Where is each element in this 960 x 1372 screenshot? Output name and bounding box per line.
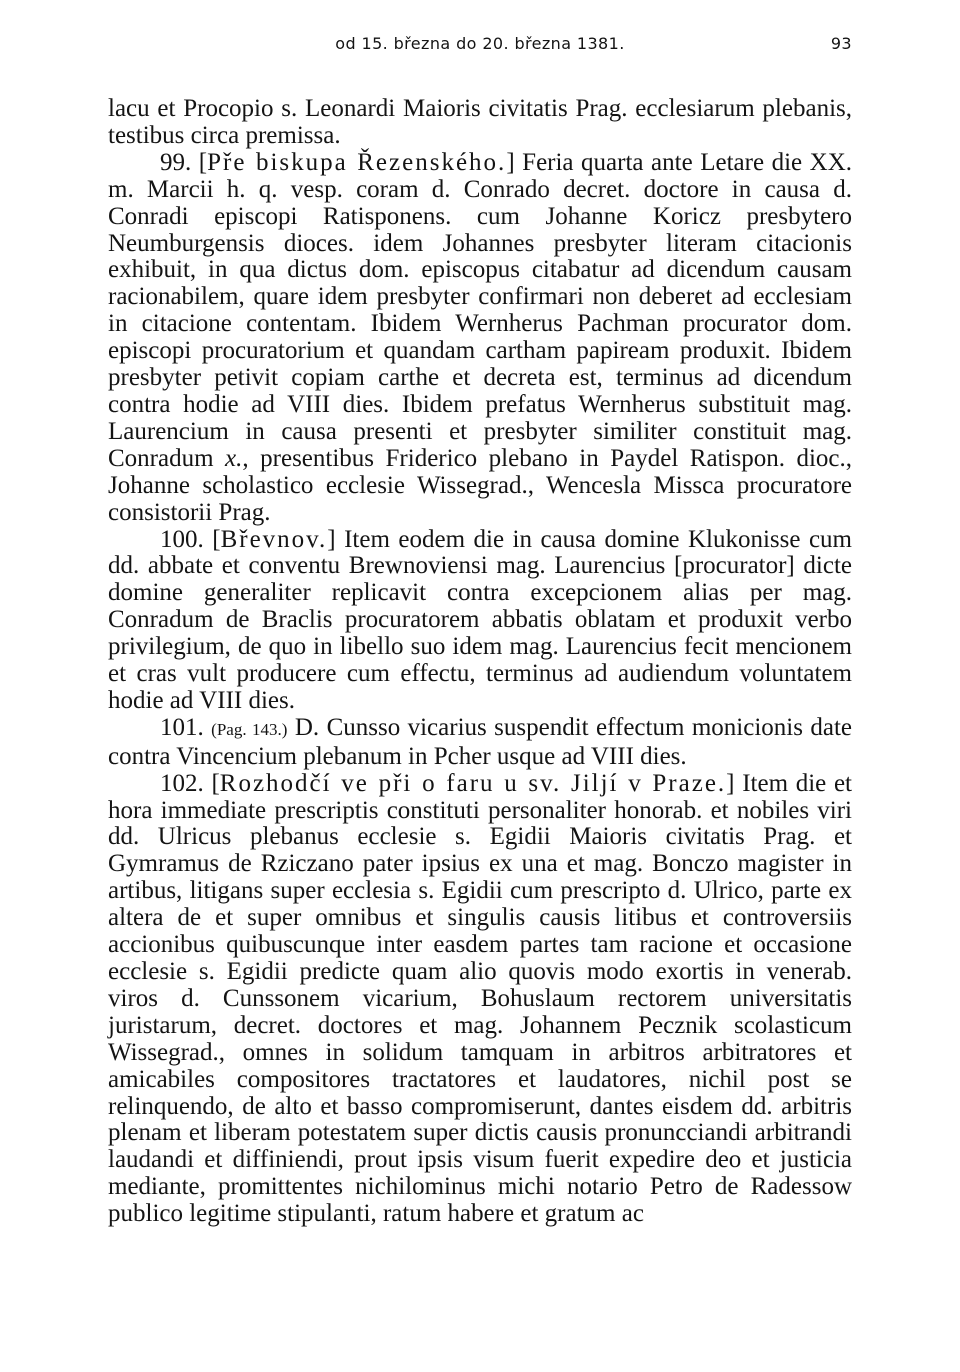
text-run: ] Item die et hora immediate prescriptis constituti personaliter honorab. et nobiles viri dd. Ulricus plebanus ecclesie s. Egidii Maioris civitatis Prag. et Gymramus de Rziczano pater ipsius ex una et mag. Bonczo magister in artibus, litigans super ecclesia s. Egidii cum prescripto d. Ulrico, parte ex altera de et super omnibus et singulis causis litibus et controversiis accionibus quibuscunque inter easdem partes tam racione et occasione ecclesie s. Egidii predicte quam alio quovis modo exortis in venerab. viros d. Cunssonem vicarium, Bohuslaum rectorem universitatis juristarum, decret. doctores et mag. Johannem Pecznik scolasticum Wissegrad., omnes in solidum tamquam in arbitros arbitratores et amicabiles compositores tractatores et laudatores, nichil post se relinquendo, de alto et basso compromiserunt, dantes eisdem dd. arbitris plenam et liberam potestatem super dictis causis pronuncciandi arbitrandi laudandi et diffiniendi, prout ipsis visum fuerit expedire deo et justicia mediante, promittentes nichilominus michi notario Petro de Radessow publico legitime stipulanti, ratum habere et gratum ac: [108, 769, 852, 1228]
paragraph-continuation: [108, 96, 852, 150]
text-run: D. Cunsso vicarius suspendit effectum monicionis date contra Vincencium plebanum in Pcher usque ad VIII dies.: [108, 713, 852, 770]
text-run: ] Feria quarta ante Letare die XX. m. Marcii h. q. vesp. coram d. Conrado decret. doctore in causa d. Conradi episcopi Ratisponens. cum Johanne Koricz presbytero Neumburgensis dioces. idem Johannes presbyter literam citacionis exhibuit, in qua dictus dom. episcopus citabatur ad dicendum causam racionabilem, quare idem presbyter confirmari non deberet ad ecclesiam in citacione contentam. Ibidem Wernherus Pachman procurator dom. episcopi procuratorium et quandam cartham papiream produxit. Ibidem presbyter petivit copiam carthe et decreta est, terminus ad dicendum contra hodie ad VIII dies. Ibidem prefatus Wernherus substituit mag. Laurencium in causa presenti et presbyter similiter constituit mag. Conradum: [108, 148, 853, 472]
running-title: od 15. března do 20. března 1381.: [335, 34, 625, 53]
entry-number: 99. [: [160, 148, 208, 176]
entry-99: [108, 150, 852, 527]
running-header: [108, 34, 852, 62]
italic-abbreviation: x.: [225, 444, 243, 472]
entry-number: 102. [: [160, 769, 220, 797]
entry-102: [108, 771, 852, 1228]
entry-heading: Pře biskupa Řezenského.: [207, 148, 507, 176]
page-reference: (Pag. 143.): [211, 719, 288, 739]
page-number: 93: [830, 34, 852, 53]
text-run: , presentibus Friderico plebano in Paydel Ratispon. dioc., Johanne scholastico ecclesie Wissegrad., Wencesla Missca procuratore consistorii Prag.: [108, 444, 852, 526]
text-run: ] Item eodem die in causa domine Klukonisse cum dd. abbate et conventu Brewnoviensi mag. Laurencius [procurator] dicte domine generaliter replicavit contra excepcionem alias per mag. Conradum de Braclis procuratorem abbatis oblatam et produxit verbo privilegium, de quo in libello suo idem mag. Laurencius fecit mencionem et cras vult producere cum effectu, terminus ad audiendum voluntatem hodie ad VIII dies.: [108, 525, 852, 714]
entry-number: 101.: [160, 713, 212, 741]
document-page: [108, 34, 852, 1228]
entry-100: [108, 527, 852, 715]
entry-101: [108, 715, 852, 771]
text-run: lacu et Procopio s. Leonardi Maioris civitatis Prag. ecclesiarum plebanis, testibus circa premissa.: [108, 95, 852, 149]
entry-heading: Břevnov.: [220, 525, 328, 553]
entry-number: 100. [: [160, 525, 221, 553]
body-text: [108, 96, 852, 1228]
entry-heading: Rozhodčí ve při o faru u sv. Jiljí v Praze.: [219, 769, 727, 797]
